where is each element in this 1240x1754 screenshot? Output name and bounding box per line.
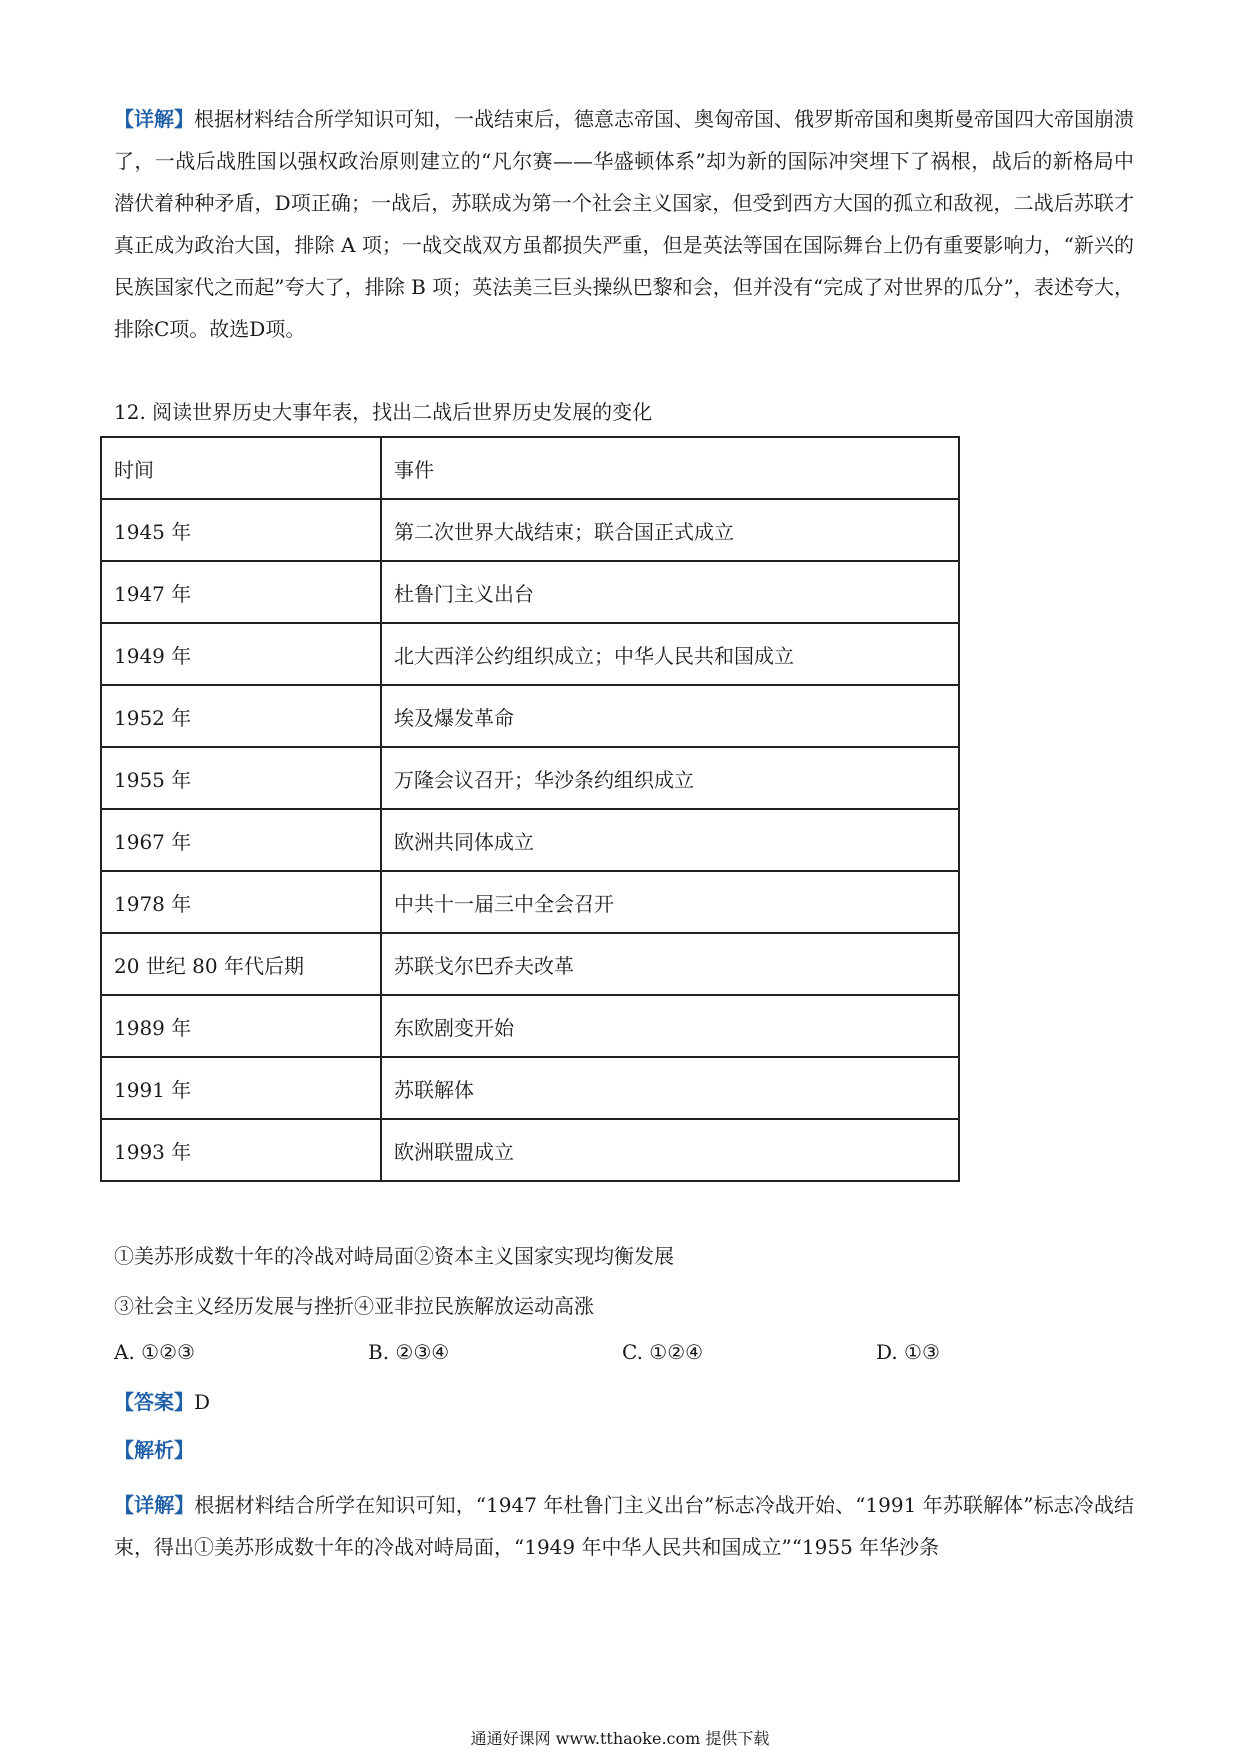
row-event: 万隆会议召开；华沙条约组织成立 — [381, 747, 959, 809]
row-time: 1949 年 — [101, 623, 381, 685]
history-events-table — [100, 436, 960, 1182]
row-event: 杜鲁门主义出台 — [381, 561, 959, 623]
row-event: 欧洲联盟成立 — [381, 1119, 959, 1181]
row-time: 1967 年 — [101, 809, 381, 871]
table-header-row — [101, 437, 959, 499]
analysis-line — [114, 1436, 194, 1464]
table-row — [101, 685, 959, 747]
row-event: 苏联戈尔巴乔夫改革 — [381, 933, 959, 995]
header-event: 事件 — [381, 437, 959, 499]
explanation-text-2: 根据材料结合所学在知识可知，“1947 年杜鲁门主义出台”标志冷战开始、“1991 年苏联解体”标志冷战结束，得出①美苏形成数十年的冷战对峙局面，“1949 年中华人民共和国成立”“1955 年华沙条 — [114, 1493, 1134, 1559]
table-row — [101, 1057, 959, 1119]
detail-tag-2: 【详解】 — [114, 1493, 195, 1517]
row-event: 第二次世界大战结束；联合国正式成立 — [381, 499, 959, 561]
row-time: 1952 年 — [101, 685, 381, 747]
explanation-paragraph-1 — [114, 98, 1134, 350]
row-event: 埃及爆发革命 — [381, 685, 959, 747]
row-time: 1947 年 — [101, 561, 381, 623]
table-row — [101, 623, 959, 685]
answer-options — [114, 1340, 1134, 1370]
answer-tag: 【答案】 — [114, 1390, 194, 1414]
statements-line-1: ①美苏形成数十年的冷战对峙局面②资本主义国家实现均衡发展 — [114, 1244, 674, 1268]
detail-tag: 【详解】 — [114, 107, 194, 131]
row-event: 欧洲共同体成立 — [381, 809, 959, 871]
table-row — [101, 747, 959, 809]
statements-line-2: ③社会主义经历发展与挫折④亚非拉民族解放运动高涨 — [114, 1294, 594, 1318]
header-time: 时间 — [101, 437, 381, 499]
option-c: C. ①②④ — [622, 1340, 704, 1364]
row-time: 1978 年 — [101, 871, 381, 933]
analysis-tag: 【解析】 — [114, 1438, 194, 1462]
row-time: 1989 年 — [101, 995, 381, 1057]
option-a: A. ①②③ — [114, 1340, 195, 1364]
answer-value: D — [194, 1390, 211, 1414]
table-row — [101, 499, 959, 561]
option-b: B. ②③④ — [368, 1340, 450, 1364]
question-12: 12. 阅读世界历史大事年表，找出二战后世界历史发展的变化 — [114, 400, 653, 424]
row-time: 20 世纪 80 年代后期 — [101, 933, 381, 995]
table-row — [101, 871, 959, 933]
table-row — [101, 995, 959, 1057]
table-row — [101, 809, 959, 871]
row-event: 北大西洋公约组织成立；中华人民共和国成立 — [381, 623, 959, 685]
row-event: 中共十一届三中全会召开 — [381, 871, 959, 933]
table-row — [101, 933, 959, 995]
option-d: D. ①③ — [876, 1340, 940, 1364]
row-event: 东欧剧变开始 — [381, 995, 959, 1057]
row-time: 1991 年 — [101, 1057, 381, 1119]
table-row — [101, 561, 959, 623]
row-event: 苏联解体 — [381, 1057, 959, 1119]
row-time: 1945 年 — [101, 499, 381, 561]
table-row — [101, 1119, 959, 1181]
answer-line — [114, 1388, 210, 1416]
row-time: 1955 年 — [101, 747, 381, 809]
explanation-text: 根据材料结合所学知识可知，一战结束后，德意志帝国、奥匈帝国、俄罗斯帝国和奥斯曼帝国四大帝国崩溃了，一战后战胜国以强权政治原则建立的“凡尔赛——华盛顿体系”却为新的国际冲突埋下了祸根，战后的新格局中潜伏着种种矛盾，D项正确；一战后，苏联成为第一个社会主义国家，但受到西方大国的孤立和敌视，二战后苏联才真正成为政治大国，排除 A 项；一战交战双方虽都损失严重，但是英法等国在国际舞台上仍有重要影响力，“新兴的民族国家代之而起”夸大了，排除 B 项；英法美三巨头操纵巴黎和会，但并没有“完成了对世界的瓜分”，表述夸大，排除C项。故选D项。 — [114, 107, 1134, 341]
row-time: 1993 年 — [101, 1119, 381, 1181]
page-footer: 通通好课网 www.tthaoke.com 提供下载 — [470, 1729, 770, 1748]
explanation-paragraph-2 — [114, 1484, 1134, 1568]
